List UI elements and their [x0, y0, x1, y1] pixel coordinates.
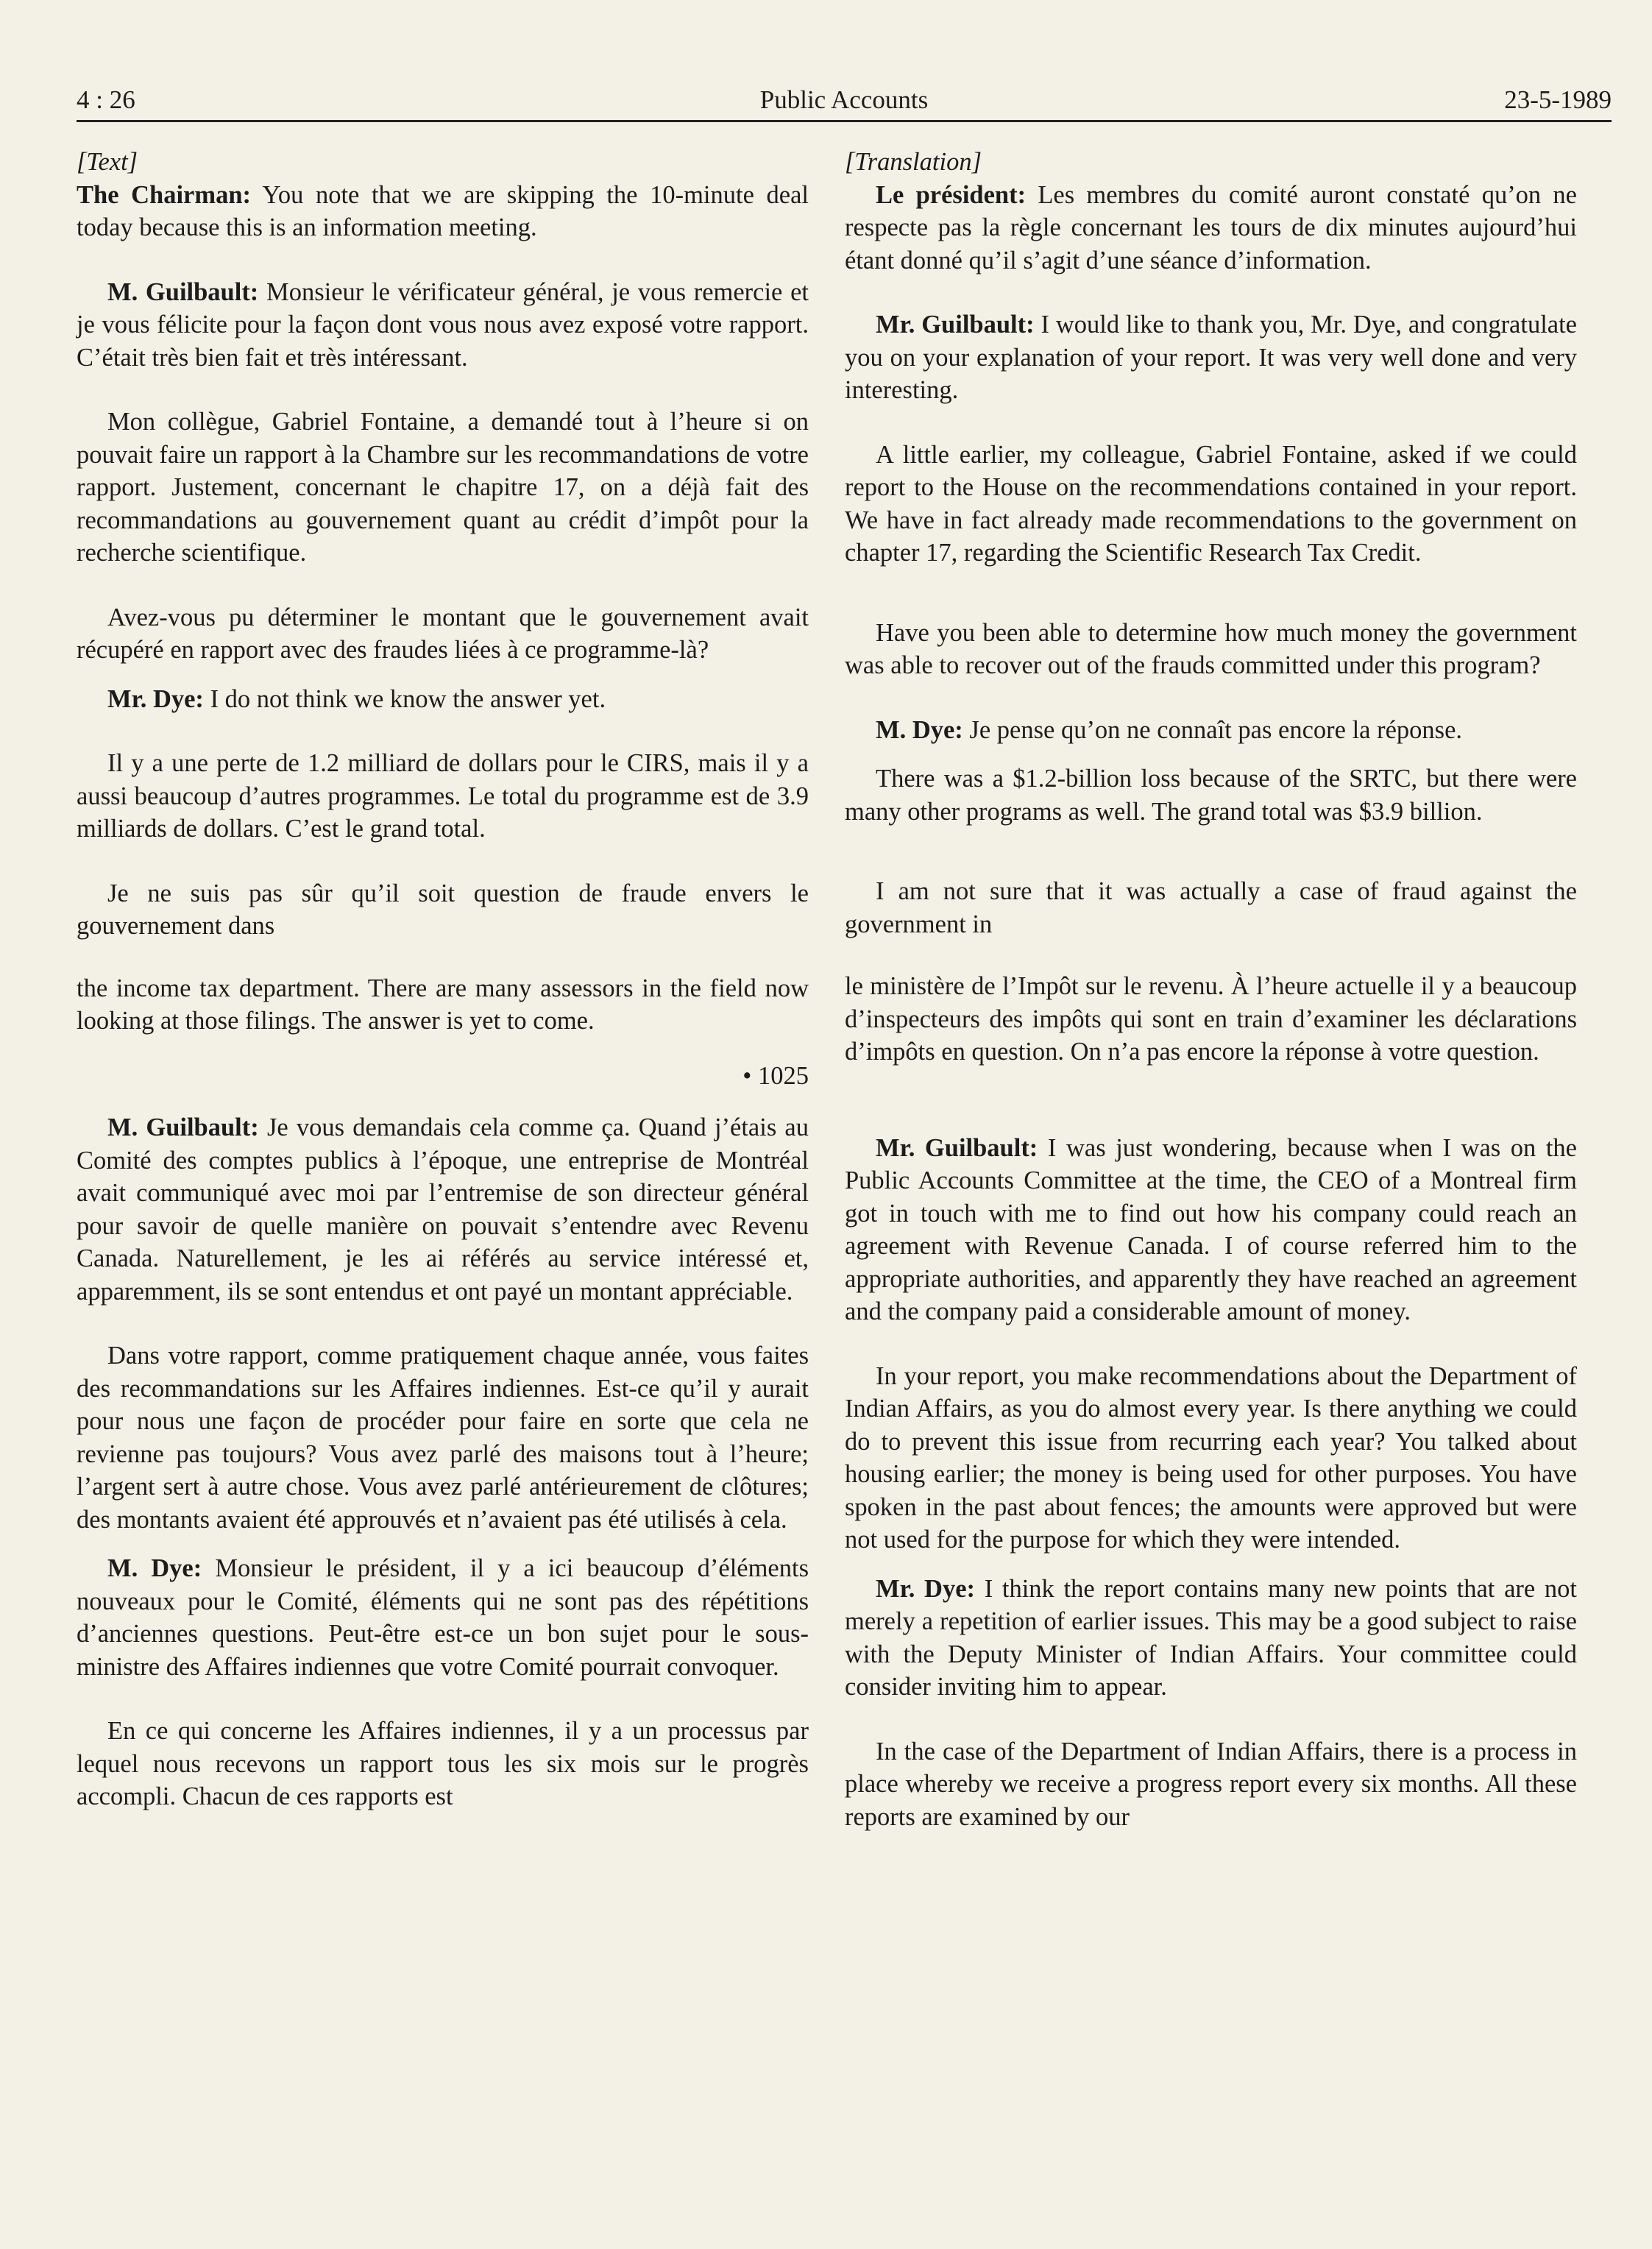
- paragraph-text: I think the report contains many new points that are not merely a repetition of earlier issues. This may be a good subject to raise with the Deputy Minister of Indian Affairs. Your committee could consider inviting him to appear.: [845, 1574, 1577, 1701]
- paragraph: [845, 1573, 1577, 1704]
- speaker-name: Mr. Dye:: [107, 684, 204, 713]
- page-number: 4 : 26: [77, 85, 135, 114]
- speaker-name: The Chairman:: [77, 180, 252, 209]
- header-title: Public Accounts: [759, 85, 929, 114]
- text-label: [Text]: [77, 148, 138, 176]
- translation-label: [Translation]: [845, 148, 982, 176]
- speaker-name: M. Guilbault:: [107, 1113, 259, 1141]
- paragraph: [77, 683, 809, 716]
- paragraph: There was a $1.2-billion loss because of the SRTC, but there were many other programs as well. The grand total was $3.9 billion.: [845, 765, 1577, 826]
- paragraph: I am not sure that it was actually a case of fraud against the government in: [845, 877, 1577, 938]
- speaker-name: M. Dye:: [107, 1554, 202, 1582]
- speaker-name: M. Dye:: [876, 715, 963, 744]
- paragraph: En ce qui concerne les Affaires indiennes, il y a un processus par lequel nous recevons un rapport tous les six mois sur le progrès accompli. Chacun de ces rapports est: [77, 1717, 809, 1810]
- paragraph: the income tax department. There are many assessors in the field now looking at those filings. The answer is yet to come.: [77, 974, 809, 1035]
- paragraph-text: Je vous demandais cela comme ça. Quand j’étais au Comité des comptes publics à l’époque, une entreprise de Montréal avait communiqué avec moi par l’entremise de son directeur général pour savoir de quelle manière on pouvait s’entendre avec Revenu Canada. Naturellement, je les ai référés au service intéressé et, apparemment, ils se sont entendus et ont payé un montant appréciable.: [77, 1113, 809, 1306]
- paragraph: Avez-vous pu déterminer le montant que le gouvernement avait récupéré en rapport avec des fraudes liées à ce programme-là?: [77, 603, 809, 664]
- paragraph-text: I was just wondering, because when I was on the Public Accounts Committee at the time, the CEO of a Montreal firm got in touch with me to find out how his company could reach an agreement with Revenue Canada. I of course referred him to the appropriate authorities, and apparently they have reached an agreement and the company paid a considerable amount of money.: [845, 1133, 1577, 1325]
- paragraph: le ministère de l’Impôt sur le revenu. À l’heure actuelle il y a beaucoup d’inspecteurs des impôts qui sont en train d’examiner les déclarations d’impôts en question. On n’a pas encore la réponse à votre question.: [845, 972, 1577, 1066]
- paragraph: In the case of the Department of Indian Affairs, there is a process in place whereby we receive a progress report every six months. All these reports are examined by our: [845, 1737, 1577, 1831]
- paragraph-text: I do not think we know the answer yet.: [210, 684, 606, 713]
- right-column: [845, 146, 1577, 1865]
- paragraph: [845, 179, 1577, 277]
- paragraph-text: Je pense qu’on ne connaît pas encore la réponse.: [969, 715, 1463, 744]
- left-column: [77, 146, 809, 1845]
- header-date: 23-5-1989: [1504, 85, 1612, 114]
- paragraph: Mon collègue, Gabriel Fontaine, a demandé tout à l’heure si on pouvait faire un rapport à la Chambre sur les recommandations de votre rapport. Justement, concernant le chapitre 17, on a déjà fait des recommandations au gouvernement quant au crédit d’impôt pour la recherche scientifique.: [77, 408, 809, 567]
- paragraph-text: Les membres du comité auront constaté qu’on ne respecte pas la règle concernant les tours de dix minutes aujourd’hui étant donné qu’il s’agit d’une séance d’information.: [845, 180, 1577, 275]
- paragraph-text: You note that we are skipping the 10-minute deal today because this is an information meeting.: [77, 180, 809, 241]
- speaker-name: Mr. Guilbault:: [876, 311, 1035, 339]
- paragraph-text: Monsieur le vérificateur général, je vous remercie et je vous félicite pour la façon dont vous nous avez exposé votre rapport. C’était très bien fait et très intéressant.: [77, 277, 809, 372]
- time-stamp: • 1025: [742, 1061, 809, 1090]
- paragraph: [845, 1132, 1577, 1328]
- paragraph: Dans votre rapport, comme pratiquement chaque année, vous faites des recommandations sur les Affaires indiennes. Est-ce qu’il y aurait pour nous une façon de procéder pour faire en sorte que cela ne revienne pas toujours? Vous avez parlé des maisons tout à l’heure; l’argent sert à autre chose. Vous avez parlé antérieurement de clôtures; des montants avaient été approuvés et n’avaient pas été utilisés à cela.: [77, 1342, 809, 1534]
- speaker-name: Le président:: [876, 180, 1027, 209]
- paragraph: Have you been able to determine how much money the government was able to recover out of the frauds committed under this program?: [845, 618, 1577, 679]
- paragraph: [77, 276, 809, 375]
- speaker-name: M. Guilbault:: [107, 277, 259, 306]
- paragraph: Il y a une perte de 1.2 milliard de dollars pour le CIRS, mais il y a aussi beaucoup d’autres programmes. Le total du programme est de 3.9 milliards de dollars. C’est le grand total.: [77, 749, 809, 843]
- paragraph: [77, 1552, 809, 1683]
- paragraph: [845, 714, 1577, 747]
- paragraph: Je ne suis pas sûr qu’il soit question de fraude envers le gouvernement dans: [77, 879, 809, 940]
- paragraph-text: I would like to thank you, Mr. Dye, and congratulate you on your explanation of your report. It was very well done and very interesting.: [845, 311, 1577, 404]
- paragraph-text: Monsieur le président, il y a ici beaucoup d’éléments nouveaux pour le Comité, éléments qui ne sont pas des répétitions d’anciennes questions. Peut-être est-ce un bon sujet pour le sous-ministre des Affaires indiennes que votre Comité pourrait convoquer.: [77, 1554, 809, 1681]
- paragraph: [77, 179, 809, 244]
- paragraph: In your report, you make recommendations about the Department of Indian Affairs, as you do almost every year. Is there anything we could do to prevent this issue from recurring each year? You talked about housing earlier; the money is being used for other purposes. You have spoken in the past about fences; the amounts were approved but were not used for the purpose for which they were intended.: [845, 1361, 1577, 1554]
- header-rule: [77, 120, 1612, 122]
- paragraph: [77, 1111, 809, 1308]
- paragraph: A little earlier, my colleague, Gabriel Fontaine, asked if we could report to the House on the recommendations contained in your report. We have in fact already made recommendations to the government on chapter 17, regarding the Scientific Research Tax Credit.: [845, 440, 1577, 567]
- speaker-name: Mr. Dye:: [876, 1574, 975, 1603]
- page-header: [77, 85, 1612, 122]
- speaker-name: Mr. Guilbault:: [876, 1133, 1038, 1162]
- paragraph: [845, 308, 1577, 407]
